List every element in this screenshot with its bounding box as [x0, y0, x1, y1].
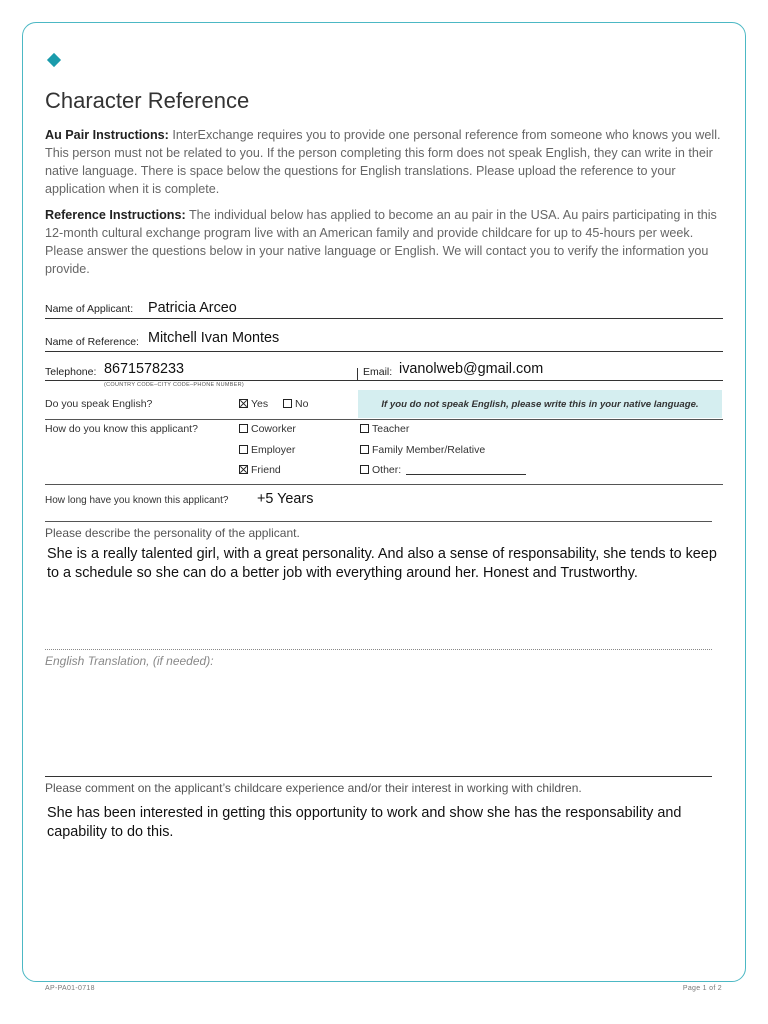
speak-english-yes[interactable]	[239, 398, 268, 410]
speak-english-question: Do you speak English?	[45, 398, 153, 410]
personality-question: Please describe the personality of the applicant.	[45, 526, 300, 540]
teacher-checkbox[interactable]	[360, 424, 369, 433]
applicant-underline	[45, 318, 723, 319]
email-label: Email:	[363, 366, 393, 378]
translation-label: English Translation, (if needed):	[45, 654, 214, 668]
yes-checkbox[interactable]	[239, 399, 248, 408]
childcare-answer[interactable]: She has been interested in getting this opportunity to work and show she has the responsability and capability to do this.	[47, 805, 682, 840]
friend-checkbox[interactable]	[239, 465, 248, 474]
au-pair-instructions-text: InterExchange requires you to provide one personal reference from someone who knows you well. This person must not be related to you. If the person completing this form does not speak English, they can write in their native language. There is space below the questions for English translations. Please upload the reference to your application when it is complete.	[45, 128, 721, 196]
au-pair-instructions-label: Au Pair Instructions:	[45, 128, 169, 142]
other-input-line[interactable]	[406, 474, 526, 475]
reference-label: Name of Reference:	[45, 336, 139, 348]
other-label: Other:	[372, 464, 402, 476]
option-friend[interactable]	[239, 464, 281, 476]
reference-instructions-label: Reference Instructions:	[45, 208, 186, 222]
form-code: AP-PA01-0718	[45, 985, 95, 992]
reference-name-field[interactable]: Mitchell Ivan Montes	[148, 330, 280, 346]
option-teacher[interactable]	[360, 423, 409, 435]
no-checkbox[interactable]	[283, 399, 292, 408]
employer-label: Employer	[251, 444, 296, 456]
email-field[interactable]: ivanolweb@gmail.com	[399, 361, 544, 377]
speak-english-no[interactable]	[283, 398, 308, 410]
employer-checkbox[interactable]	[239, 445, 248, 454]
email-underline	[357, 380, 723, 381]
reference-instructions	[45, 206, 725, 278]
telephone-underline	[45, 380, 357, 381]
yes-label: Yes	[251, 398, 269, 410]
applicant-label: Name of Applicant:	[45, 303, 134, 315]
page-number: Page 1 of 2	[682, 985, 722, 992]
english-divider	[45, 419, 723, 420]
relationship-question: How do you know this applicant?	[45, 423, 198, 435]
personality-dotted-divider	[45, 649, 712, 650]
friend-label: Friend	[251, 464, 281, 476]
native-language-note	[358, 390, 722, 418]
telephone-label: Telephone:	[45, 366, 97, 378]
known-duration-divider	[45, 521, 712, 522]
personality-answer[interactable]: She is a really talented girl, with a great personality. And also a sense of responsability, she tends to keep to a schedule so she can do a better job with everything around her. Honest and Trustworthy.	[47, 546, 717, 581]
applicant-name-field[interactable]: Patricia Arceo	[148, 300, 237, 316]
option-employer[interactable]	[239, 444, 295, 456]
option-coworker[interactable]	[239, 423, 296, 435]
telephone-hint: (COUNTRY CODE–CITY CODE–PHONE NUMBER)	[104, 382, 245, 388]
family-checkbox[interactable]	[360, 445, 369, 454]
known-duration-field[interactable]: +5 Years	[257, 491, 314, 507]
no-label: No	[295, 398, 309, 410]
coworker-checkbox[interactable]	[239, 424, 248, 433]
childcare-question: Please comment on the applicant’s childcare experience and/or their interest in working with children.	[45, 781, 582, 795]
teacher-label: Teacher	[372, 423, 410, 435]
option-family[interactable]	[360, 444, 485, 456]
coworker-label: Coworker	[251, 423, 296, 435]
reference-underline	[45, 351, 723, 352]
page-title: Character Reference	[45, 88, 250, 113]
relationship-divider	[45, 484, 723, 485]
telephone-field[interactable]: 8671578233	[104, 361, 185, 377]
family-label: Family Member/Relative	[372, 444, 486, 456]
native-language-note-text: If you do not speak English, please write this in your native language.	[381, 398, 699, 410]
au-pair-instructions	[45, 126, 725, 198]
known-duration-question: How long have you known this applicant?	[45, 495, 229, 506]
other-checkbox[interactable]	[360, 465, 369, 474]
reference-instructions-text: The individual below has applied to become an au pair in the USA. Au pairs participating in this 12-month cultural exchange program live with an American family and provide childcare for up to 45-hours per week. Please answer the questions below in your native language or English. We will contact you to verify the information you provide.	[45, 208, 717, 276]
option-other[interactable]	[360, 464, 401, 476]
translation-divider	[45, 776, 712, 777]
